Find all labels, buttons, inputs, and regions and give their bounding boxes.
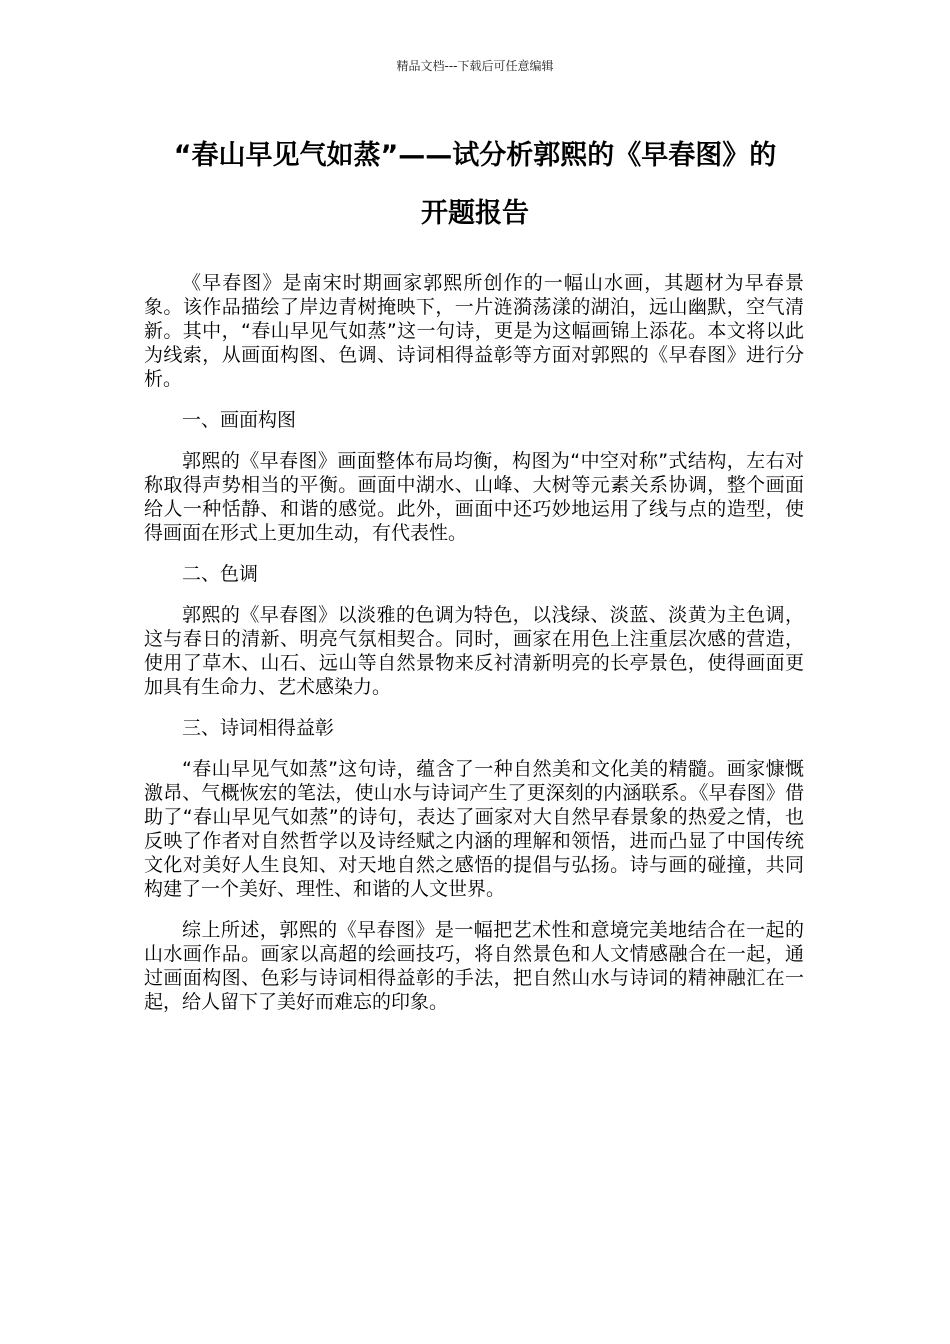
document-title-line-2: 开题报告 xyxy=(421,198,529,229)
section-heading-color: 二、色调 xyxy=(182,563,259,585)
poetry-paragraph: “春山早见气如蒸”这句诗，蕴含了一种自然美和文化美的精髓。画家慷慨激昂、气概恢宏的笔法，使山水与诗词产生了更深刻的内涵联系。《早春图》借助了“春山早见气如蒸”的诗句，表达了画家对大自然早春景象的热爱之情，也反映了作者对自然哲学以及诗经赋之内涵的理解和领悟，进而凸显了中国传统文化对美好人生良知、对天地自然之感悟的提倡与弘扬。诗与画的碰撞，共同构建了一个美好、理性、和谐的人文世界。 xyxy=(144,758,804,900)
header-note: 精品文档---下载后可任意编辑 xyxy=(396,59,554,73)
color-paragraph: 郭熙的《早春图》以淡雅的色调为特色，以浅绿、淡蓝、淡黄为主色调，这与春日的清新、明亮气氛相契合。同时，画家在用色上注重层次感的营造，使用了草木、山石、远山等自然景物来反衬清新明亮的长亭景色，使得画面更加具有生命力、艺术感染力。 xyxy=(144,604,804,698)
section-heading-composition: 一、画面构图 xyxy=(182,409,297,431)
document-title-line-1: “春山早见气如蒸”——试分析郭熙的《早春图》的 xyxy=(173,140,777,171)
conclusion-paragraph: 综上所述，郭熙的《早春图》是一幅把艺术性和意境完美地结合在一起的山水画作品。画家以高超的绘画技巧，将自然景色和人文情感融合在一起，通过画面构图、色彩与诗词相得益彰的手法，把自然山水与诗词的精神融汇在一起，给人留下了美好而难忘的印象。 xyxy=(144,919,804,1013)
composition-paragraph: 郭熙的《早春图》画面整体布局均衡，构图为“中空对称”式结构，左右对称取得声势相当的平衡。画面中湖水、山峰、大树等元素关系协调，整个画面给人一种恬静、和谐的感觉。此外，画面中还巧妙地运用了线与点的造型，使得画面在形式上更加生动，有代表性。 xyxy=(144,450,804,544)
section-heading-poetry: 三、诗词相得益彰 xyxy=(182,717,335,739)
document-body xyxy=(144,271,804,1031)
intro-paragraph: 《早春图》是南宋时期画家郭熙所创作的一幅山水画，其题材为早春景象。该作品描绘了岸边青树掩映下，一片涟漪荡漾的湖泊，远山幽默，空气清新。其中，“春山早见气如蒸”这一句诗，更是为这幅画锦上添花。本文将以此为线索，从画面构图、色调、诗词相得益彰等方面对郭熙的《早春图》进行分析。 xyxy=(144,272,804,390)
